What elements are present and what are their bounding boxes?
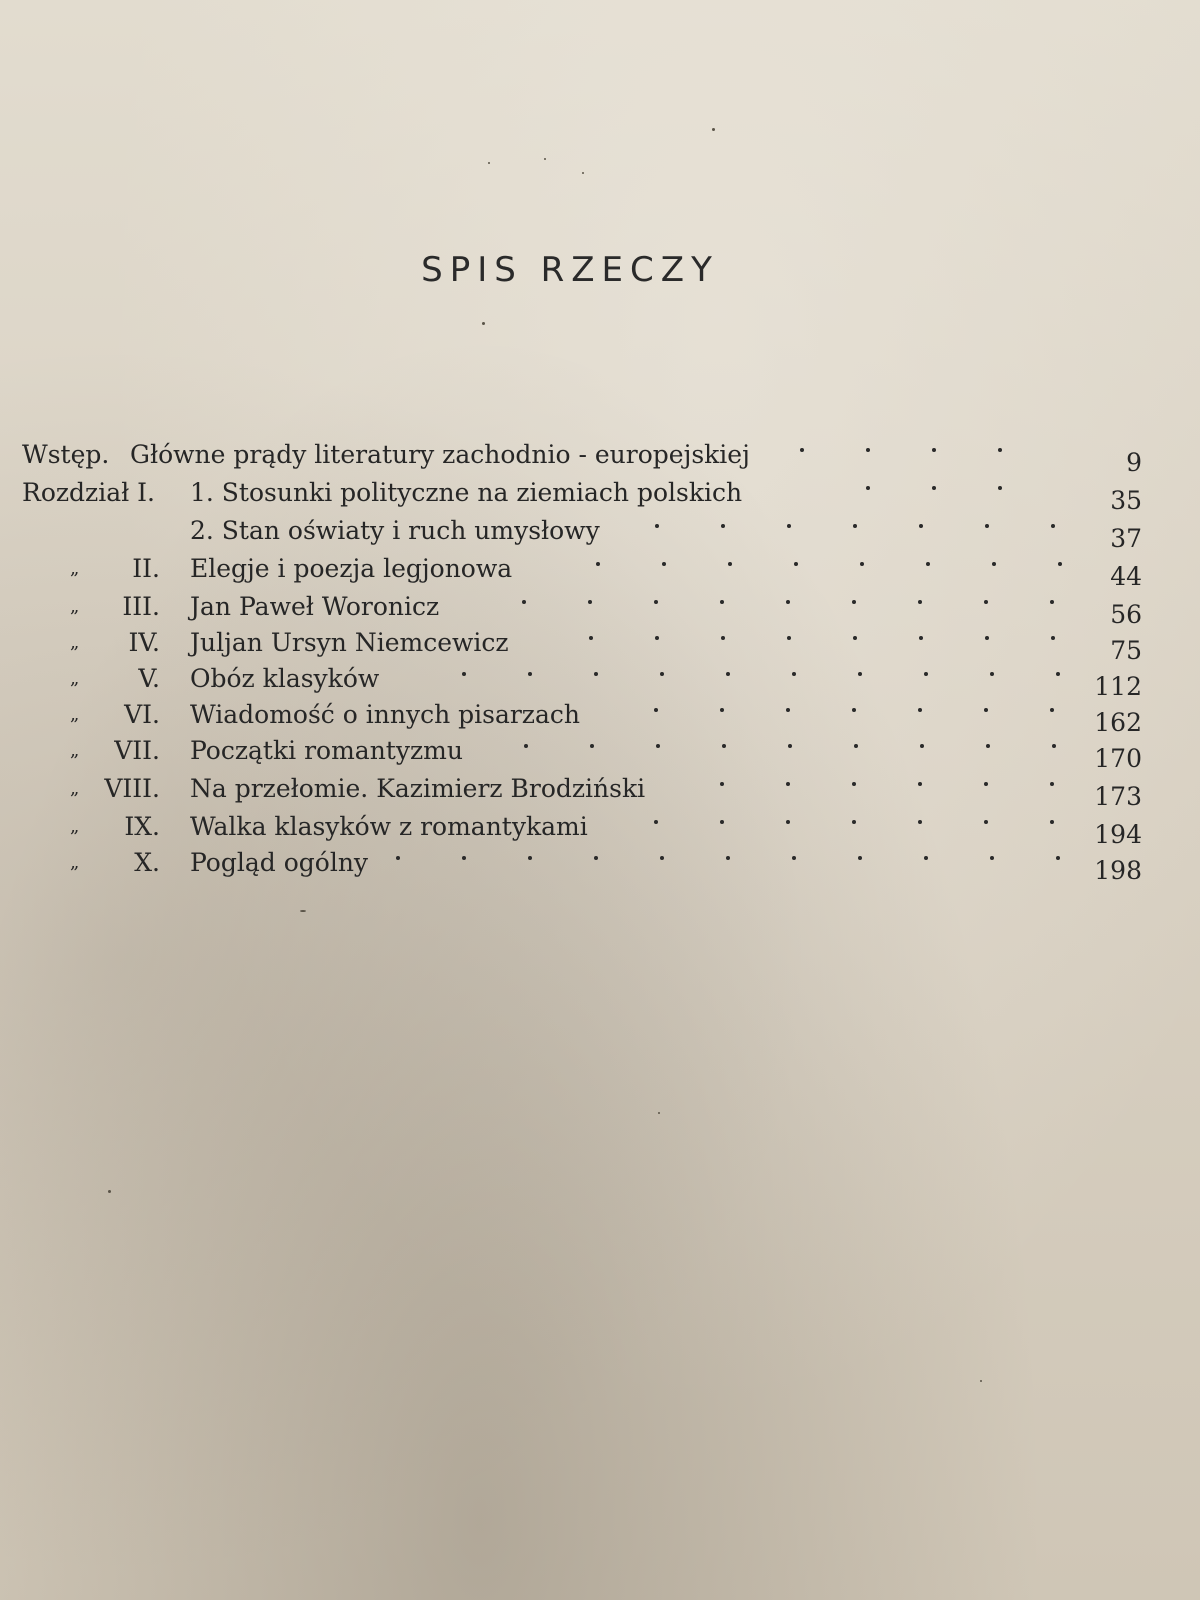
leader-dot	[984, 600, 988, 604]
toc-entry	[0, 590, 1200, 629]
chapter-number: VI.	[124, 700, 160, 729]
leader-dot	[588, 600, 592, 604]
leader-dot	[594, 672, 598, 676]
leader-dot	[522, 600, 526, 604]
leader-dot	[918, 820, 922, 824]
toc-entry	[0, 626, 1200, 665]
page-number: 162	[1094, 708, 1142, 737]
chapter-number: V.	[138, 664, 160, 693]
leader-dot	[1050, 820, 1054, 824]
paper-speck	[488, 162, 490, 164]
chapter-title: 1. Stosunki polityczne na ziemiach polskich	[190, 478, 743, 507]
leader-dot	[655, 524, 659, 528]
toc-entry	[0, 552, 1200, 591]
leader-dot	[1050, 782, 1054, 786]
leader-dot	[1050, 708, 1054, 712]
leader-dot	[852, 600, 856, 604]
leader-dot	[590, 744, 594, 748]
leader-dot	[866, 448, 870, 452]
page-number: 44	[1110, 562, 1142, 591]
leader-dot	[984, 782, 988, 786]
leader-dot	[786, 782, 790, 786]
ditto-mark: „	[70, 668, 80, 689]
leader-dot	[720, 820, 724, 824]
leader-dot	[1052, 744, 1056, 748]
leader-dot	[1056, 672, 1060, 676]
leader-dot	[986, 744, 990, 748]
ditto-mark: „	[70, 596, 80, 617]
page-number: 170	[1094, 744, 1142, 773]
leader-dot	[596, 562, 600, 566]
paper-speck	[482, 322, 485, 325]
toc-entry	[0, 476, 1200, 515]
chapter-title: Juljan Ursyn Niemcewicz	[190, 628, 509, 657]
leader-dot	[998, 486, 1002, 490]
paper-speck	[544, 158, 546, 160]
chapter-title: Na przełomie. Kazimierz Brodziński	[190, 774, 646, 803]
ditto-mark: „	[70, 704, 80, 725]
ditto-mark: „	[70, 558, 80, 579]
leader-dot	[787, 636, 791, 640]
toc-entry	[0, 734, 1200, 773]
leader-dot	[1056, 856, 1060, 860]
leader-dot	[794, 562, 798, 566]
leader-dot	[800, 448, 804, 452]
page-number: 194	[1094, 820, 1142, 849]
ditto-mark: „	[70, 852, 80, 873]
chapter-title: Jan Paweł Woronicz	[190, 592, 440, 621]
chapter-title: 2. Stan oświaty i ruch umysłowy	[190, 516, 600, 545]
paper-speck	[980, 1380, 982, 1382]
leader-dot	[866, 486, 870, 490]
leader-dot	[990, 672, 994, 676]
leader-dot	[926, 562, 930, 566]
leader-dot	[918, 782, 922, 786]
leader-dot	[524, 744, 528, 748]
leader-dot	[660, 672, 664, 676]
page-number: 9	[1126, 448, 1142, 477]
page-number: 35	[1110, 486, 1142, 515]
leader-dot	[396, 856, 400, 860]
leader-dot	[721, 524, 725, 528]
leader-dot	[924, 856, 928, 860]
leader-dot	[998, 448, 1002, 452]
chapter-number: VII.	[114, 736, 160, 765]
leader-dot	[858, 856, 862, 860]
leader-dot	[726, 672, 730, 676]
page-number: 56	[1110, 600, 1142, 629]
ditto-mark: „	[70, 816, 80, 837]
page-number: 75	[1110, 636, 1142, 665]
leader-dot	[1051, 524, 1055, 528]
page-number: 198	[1094, 856, 1142, 885]
leader-dot	[992, 562, 996, 566]
leader-dot	[984, 708, 988, 712]
chapter-title: Wiadomość o innych pisarzach	[190, 700, 580, 729]
toc-entry	[0, 846, 1200, 885]
leader-dot	[852, 820, 856, 824]
leader-dot	[919, 636, 923, 640]
leader-dot	[919, 524, 923, 528]
leader-dot	[787, 524, 791, 528]
toc-entry	[0, 698, 1200, 737]
leader-dot	[656, 744, 660, 748]
leader-dot	[728, 562, 732, 566]
leader-dot	[662, 562, 666, 566]
leader-dot	[788, 744, 792, 748]
leader-dot	[918, 708, 922, 712]
ditto-mark: „	[70, 740, 80, 761]
ditto-mark: „	[70, 632, 80, 653]
leader-dot	[655, 636, 659, 640]
leader-dot	[462, 672, 466, 676]
leader-dot	[853, 636, 857, 640]
leader-dot	[594, 856, 598, 860]
leader-dot	[720, 600, 724, 604]
leader-dot	[852, 708, 856, 712]
leader-dot	[854, 744, 858, 748]
leader-dot	[990, 856, 994, 860]
toc-entry-label: Wstęp.	[22, 440, 110, 469]
toc-entry	[0, 514, 1200, 553]
leader-dot	[786, 708, 790, 712]
leader-dot	[720, 708, 724, 712]
chapter-number: III.	[122, 592, 160, 621]
leader-dot	[654, 600, 658, 604]
leader-dot	[654, 820, 658, 824]
leader-dot	[528, 672, 532, 676]
leader-dot	[462, 856, 466, 860]
leader-dot	[792, 856, 796, 860]
leader-dot	[852, 782, 856, 786]
toc-entry-label: Rozdział I.	[22, 478, 155, 507]
leader-dot	[918, 600, 922, 604]
page-number: 112	[1094, 672, 1142, 701]
paper-speck	[300, 910, 306, 912]
toc-entry	[0, 772, 1200, 811]
leader-dot	[932, 448, 936, 452]
leader-dot	[920, 744, 924, 748]
chapter-title: Pogląd ogólny	[190, 848, 369, 877]
chapter-number: X.	[134, 848, 160, 877]
leader-dot	[985, 524, 989, 528]
chapter-title: Elegje i poezja legjonowa	[190, 554, 513, 583]
paper-speck	[582, 172, 584, 174]
ditto-mark: „	[70, 778, 80, 799]
leader-dot	[726, 856, 730, 860]
leader-dot	[1051, 636, 1055, 640]
toc-entry	[0, 810, 1200, 849]
leader-dot	[786, 600, 790, 604]
paper-speck	[712, 128, 715, 131]
leader-dot	[853, 524, 857, 528]
page-title: SPIS RZECZY	[421, 250, 719, 290]
chapter-title: Początki romantyzmu	[190, 736, 463, 765]
leader-dot	[528, 856, 532, 860]
chapter-number: IV.	[128, 628, 160, 657]
leader-dot	[722, 744, 726, 748]
toc-entry	[0, 438, 1200, 477]
chapter-number: IX.	[124, 812, 160, 841]
chapter-title: Walka klasyków z romantykami	[190, 812, 588, 841]
leader-dot	[589, 636, 593, 640]
leader-dot	[860, 562, 864, 566]
chapter-title: Główne prądy literatury zachodnio - europejskiej	[130, 440, 750, 469]
toc-entry	[0, 662, 1200, 701]
page-number: 173	[1094, 782, 1142, 811]
leader-dot	[985, 636, 989, 640]
leader-dot	[924, 672, 928, 676]
paper-speck	[658, 1112, 660, 1114]
chapter-number: II.	[132, 554, 160, 583]
leader-dot	[932, 486, 936, 490]
leader-dot	[786, 820, 790, 824]
leader-dot	[1050, 600, 1054, 604]
paper-speck	[108, 1190, 111, 1193]
leader-dot	[984, 820, 988, 824]
leader-dot	[792, 672, 796, 676]
leader-dot	[654, 708, 658, 712]
leader-dot	[721, 636, 725, 640]
page-number: 37	[1110, 524, 1142, 553]
chapter-number: VIII.	[104, 774, 160, 803]
leader-dot	[660, 856, 664, 860]
leader-dot	[858, 672, 862, 676]
chapter-title: Obóz klasyków	[190, 664, 380, 693]
leader-dot	[720, 782, 724, 786]
